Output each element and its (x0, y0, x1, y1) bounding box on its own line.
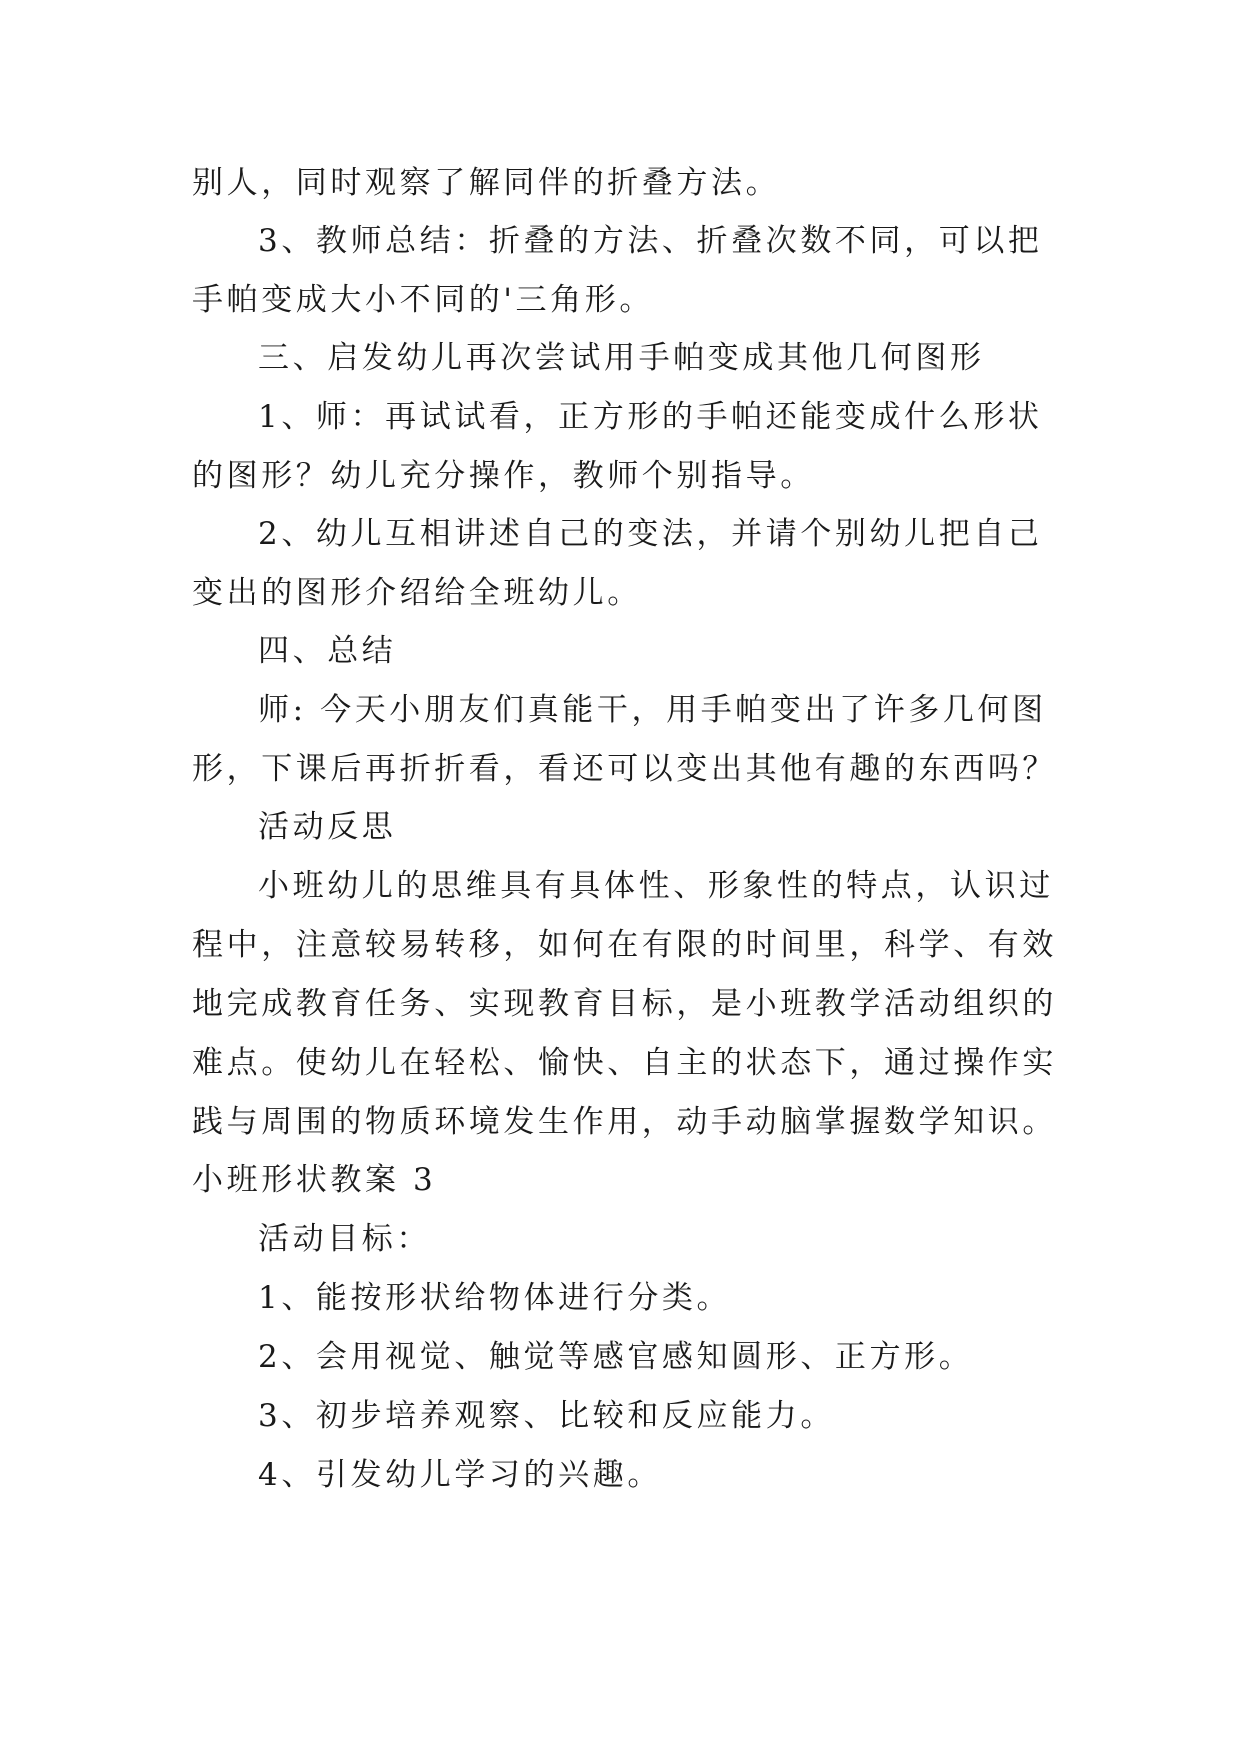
goal-item-1: 1、能按形状给物体进行分类。 (258, 1280, 732, 1316)
section-title: 小班形状教案 3 (192, 1162, 437, 1198)
paragraph-activity-goals: 活动目标： (258, 1221, 431, 1257)
goal-item-4: 4、引发幼儿学习的兴趣。 (258, 1457, 662, 1493)
paragraph-summary-heading: 四、总结 (258, 633, 397, 669)
paragraph-step-2: 2、幼儿互相讲述自己的变法，并请个别幼儿把自己变出的图形介绍给全班幼儿。 (192, 516, 1043, 611)
paragraph-step-1: 1、师：再试试看，正方形的手帕还能变成什么形状的图形？幼儿充分操作，教师个别指导。 (192, 399, 1043, 494)
paragraph-reflection-body: 小班幼儿的思维具有具体性、形象性的特点，认识过程中，注意较易转移，如何在有限的时间里，科学、有效地完成教育任务、实现教育目标，是小班教学活动组织的难点。使幼儿在轻松、愉快、自主的状态下，通过操作实践与周围的物质环境发生作用，动手动脑掌握数学知识。 (192, 868, 1057, 1140)
goal-item-2: 2、会用视觉、触觉等感官感知圆形、正方形。 (258, 1339, 974, 1375)
paragraph-step-three-heading: 三、启发幼儿再次尝试用手帕变成其他几何图形 (258, 340, 985, 376)
paragraph-teacher-summary: 3、教师总结：折叠的方法、折叠次数不同，可以把手帕变成大小不同的'三角形。 (192, 223, 1043, 318)
paragraph-teacher-closing: 师: 今天小朋友们真能干，用手帕变出了许多几何图形，下课后再折折看，看还可以变出其他有趣的东西吗？ (192, 692, 1057, 787)
paragraph-continuation: 别人，同时观察了解同伴的折叠方法。 (192, 165, 781, 201)
goal-item-3: 3、初步培养观察、比较和反应能力。 (258, 1398, 835, 1434)
paragraph-reflection-heading: 活动反思 (258, 809, 397, 845)
